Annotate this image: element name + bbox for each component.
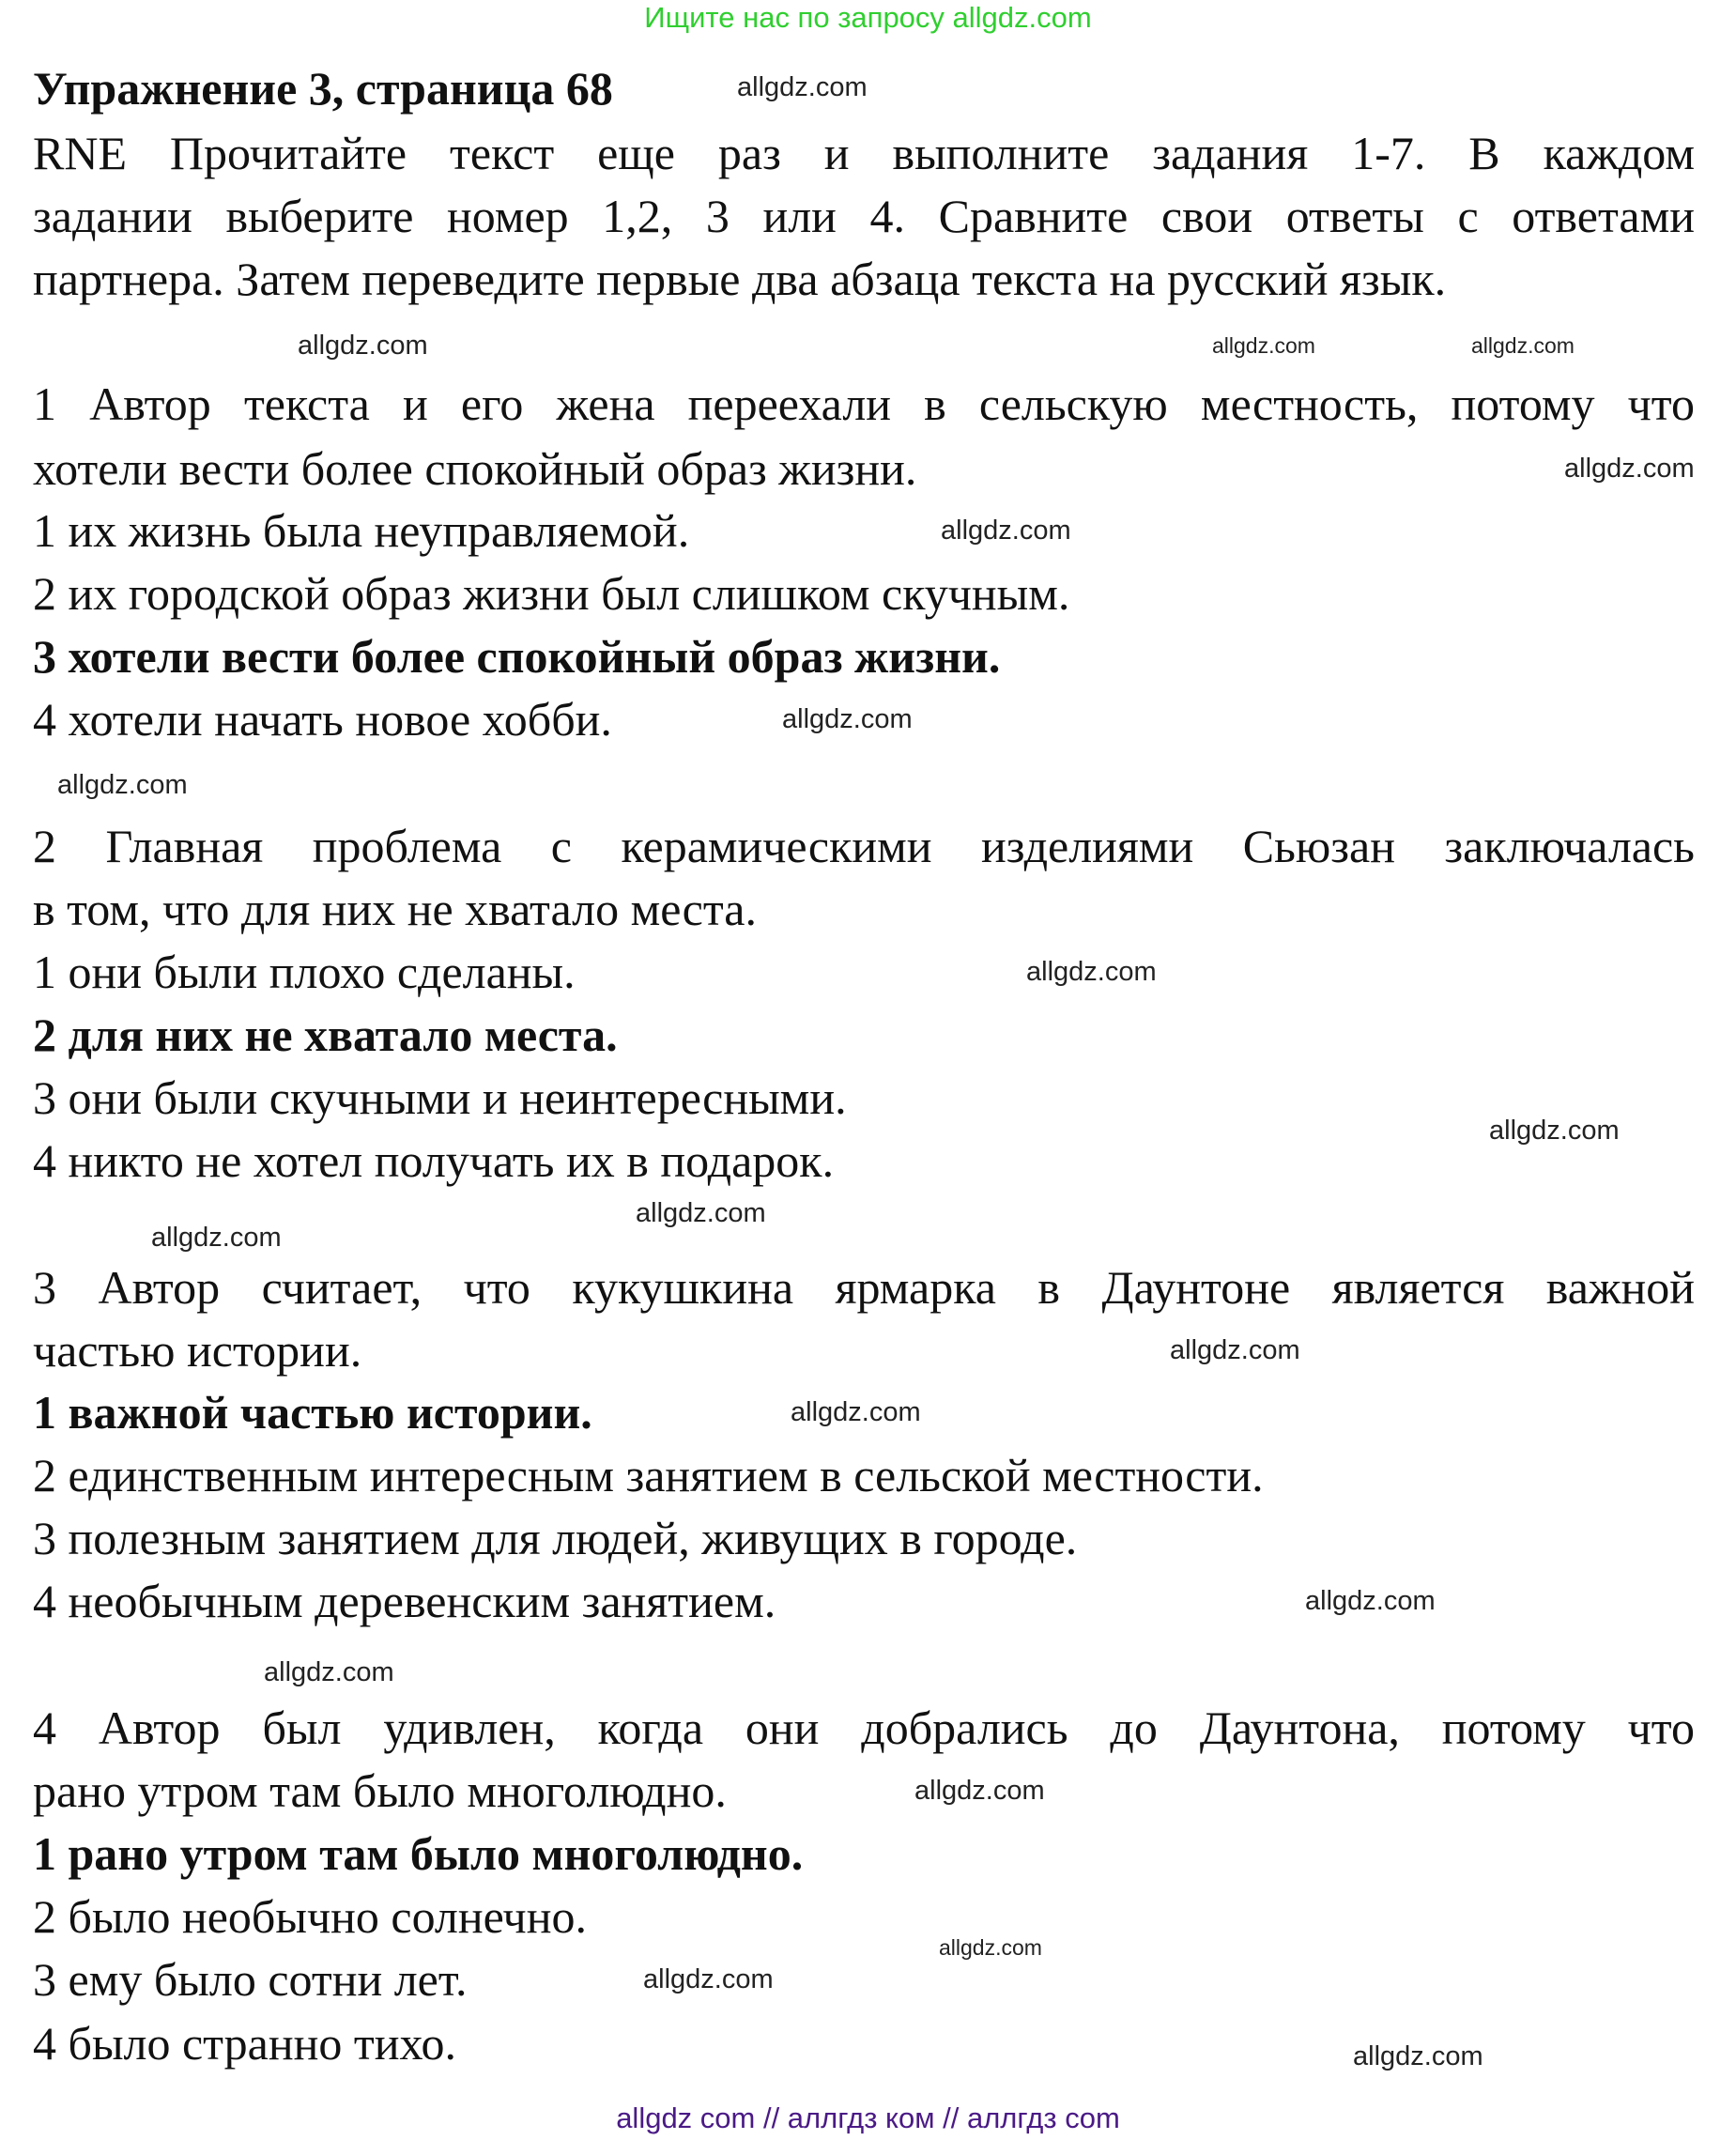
answer-option: 1 они были плохо сделаны. [33,946,576,998]
intro-line: задании выберите номер 1,2, 3 или 4. Сравните свои ответы с ответами [33,190,1695,242]
question-text: 4 Автор был удивлен, когда они добрались до Даунтона, потому что [33,1701,1695,1754]
answer-option: 3 ему было сотни лет. [33,1953,468,2006]
watermark: allgdz.com [939,1935,1042,1960]
answer-option-correct: 3 хотели вести более спокойный образ жизни. [33,630,1001,683]
watermark: allgdz.com [643,1964,774,1994]
answer-option: 2 их городской образ жизни был слишком скучным. [33,567,1070,620]
answer-option: 4 никто не хотел получать их в подарок. [33,1134,835,1187]
watermark: allgdz.com [1353,2041,1483,2071]
watermark: allgdz.com [1026,957,1157,987]
watermark: allgdz.com [1564,454,1695,484]
watermark: allgdz.com [737,72,868,102]
question-text: 3 Автор считает, что кукушкина ярмарка в Даунтоне является важной [33,1261,1695,1314]
question-text: частью истории. [33,1324,362,1377]
watermark: allgdz.com [636,1198,766,1228]
footer-links: allgdz com // аллгдз ком // аллгдз com [616,2102,1120,2134]
watermark: allgdz.com [264,1657,394,1687]
question-text: 1 Автор текста и его жена переехали в сельскую местность, потому что [33,377,1695,430]
answer-option: 4 было странно тихо. [33,2017,457,2070]
answer-option-correct: 2 для них не хватало места. [33,1008,618,1061]
watermark: allgdz.com [1489,1116,1620,1146]
answer-option: 4 хотели начать новое хобби. [33,693,612,746]
watermark: allgdz.com [941,516,1071,546]
answer-option: 2 было необычно солнечно. [33,1890,587,1943]
question-text: в том, что для них не хватало места. [33,883,757,935]
watermark: allgdz.com [151,1223,282,1253]
answer-option: 3 они были скучными и неинтересными. [33,1071,847,1124]
watermark: allgdz.com [1305,1586,1436,1616]
answer-option-correct: 1 рано утром там было многолюдно. [33,1827,804,1880]
watermark: allgdz.com [1212,333,1315,358]
watermark: allgdz.com [791,1397,921,1427]
question-text: хотели вести более спокойный образ жизни. [33,442,917,495]
intro-line: RNE Прочитайте текст еще раз и выполните задания 1-7. В каждом [33,127,1695,179]
answer-option: 1 их жизнь была неуправляемой. [33,504,690,557]
search-banner: Ищите нас по запросу allgdz.com [644,1,1092,34]
answer-option: 4 необычным деревенским занятием. [33,1575,776,1627]
watermark: allgdz.com [1170,1335,1300,1365]
watermark: allgdz.com [57,770,188,800]
watermark: allgdz.com [1471,333,1575,358]
answer-option: 2 единственным интересным занятием в сельской местности. [33,1449,1264,1501]
question-text: 2 Главная проблема с керамическими изделиями Сьюзан заключалась [33,820,1695,872]
answer-option: 3 полезным занятием для людей, живущих в городе. [33,1512,1078,1564]
watermark: allgdz.com [298,331,428,361]
answer-option-correct: 1 важной частью истории. [33,1386,592,1439]
watermark: allgdz.com [782,704,913,734]
intro-line: партнера. Затем переведите первые два абзаца текста на русский язык. [33,253,1447,305]
page-title: Упражнение 3, страница 68 [33,62,613,115]
watermark: allgdz.com [914,1776,1045,1806]
question-text: рано утром там было многолюдно. [33,1764,727,1817]
